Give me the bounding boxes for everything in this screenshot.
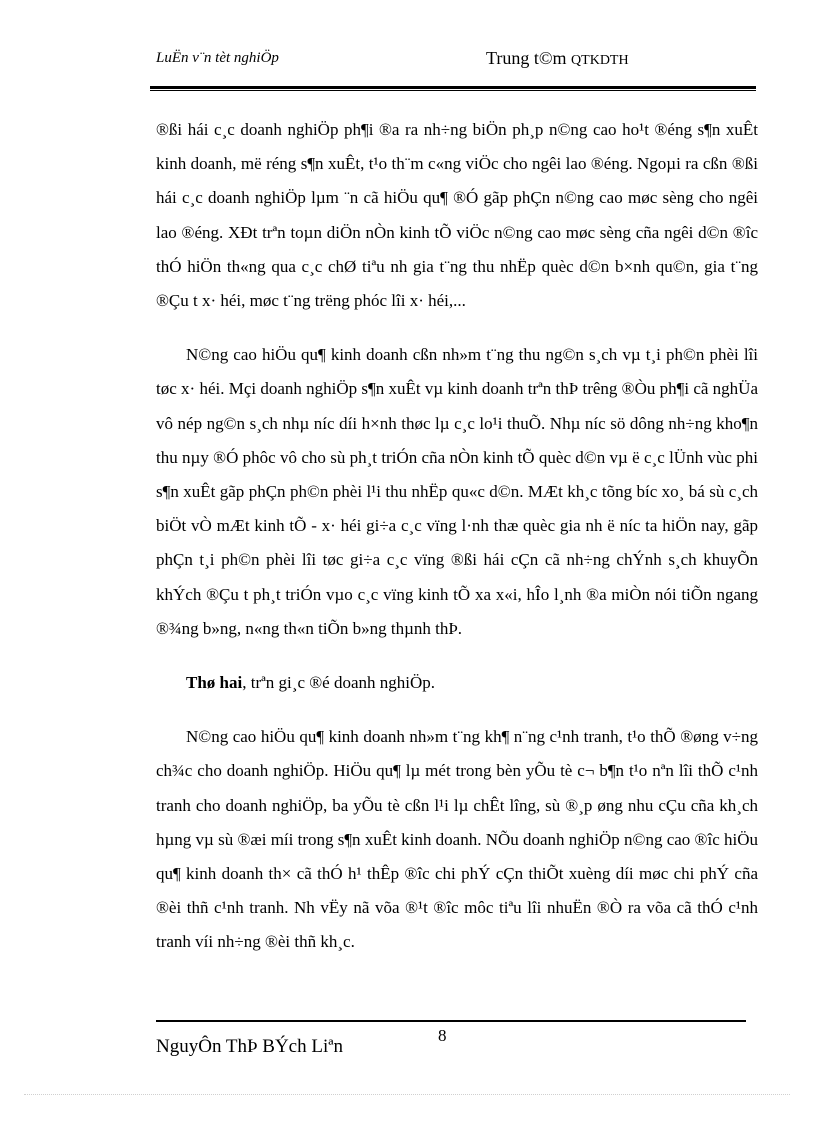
footer-author: NguyÔn ThÞ BÝch Liªn [156,1036,343,1057]
body-paragraph-3: N©ng cao hiÖu qu¶ kinh doanh nh»m t¨ng kh¶ n¨ng c¹nh tranh, t¹o thÕ ®øng v÷ng ch¾c cho doanh nghiÖp. HiÖu qu¶ lµ mét trong bèn yÕu tè c¬ b¶n t¹o nªn lîi thÕ c¹nh tranh cho doanh nghiÖp, ba yÕu tè cßn l¹i lµ chÊt lîng, sù ®¸p øng nhu cÇu cña kh¸ch hµng vµ sù ®æi míi trong s¶n xuÊt kinh doanh. NÕu doanh nghiÖp n©ng cao ®îc hiÖu qu¶ kinh doanh th× cã thÓ h¹ thÊp ®îc chi phÝ cÇn thiÕt xuèng díi møc chi phÝ cña ®èi thñ c¹nh tranh. Nh vËy nã võa ®¹t ®îc môc tiªu lîi nhuËn ®Ò ra võa cã thÓ c¹nh tranh víi nh÷ng ®èi thñ kh¸c. [156,727,758,952]
page-edge-dotted-line [24,1094,790,1095]
body-paragraph-1: ®ßi hái c¸c doanh nghiÖp ph¶i ®a ra nh÷ng biÖn ph¸p n©ng cao ho¹t ®éng s¶n xuÊt kinh doanh, më réng s¶n xuÊt, t¹o th¨m c«ng viÖc cho ngêi lao ®éng. Ngoµi ra cßn ®ßi hái c¸c doanh nghiÖp lµm ¨n cã hiÖu qu¶ ®Ó gãp phÇn n©ng cao møc sèng cho ngêi lao ®éng. XÐt trªn toµn diÖn nÒn kinh tÕ viÖc n©ng cao møc sèng cña ngêi d©n ®îc thÓ hiÖn th«ng qua c¸c chØ tiªu nh gia t¨ng thu nhËp quèc d©n b×nh qu©n, gia t¨ng ®Çu t x· héi, møc t¨ng trëng phóc lîi x· héi,... [156,120,758,311]
body-paragraph-2: N©ng cao hiÖu qu¶ kinh doanh cßn nh»m t¨ng thu ng©n s¸ch vµ t¸i ph©n phèi lîi tøc x· héi. Mçi doanh nghiÖp s¶n xuÊt vµ kinh doanh trªn thÞ trêng ®Òu ph¶i cã nghÜa vô nép ng©n s¸ch nhµ níc díi h×nh thøc lµ c¸c lo¹i thuÕ. Nhµ níc sö dông nh÷ng kho¶n thu nµy ®Ó phôc vô cho sù ph¸t triÓn cña nÒn kinh tÕ quèc d©n vµ ë c¸c lÜnh vùc phi s¶n xuÊt gãp phÇn ph©n phèi l¹i thu nhËp qu«c d©n. MÆt kh¸c tõng bíc xo¸ bá sù c¸ch biÖt vÒ mÆt kinh tÕ - x· héi gi÷a c¸c vïng l·nh thæ quèc gia nh ë níc ta hiÖn nay, gãp phÇn t¸i ph©n phèi lîi tøc gi÷a c¸c vïng ®ßi hái cÇn cã nh÷ng chÝnh s¸ch khuyÕn khÝch ®Çu t ph¸t triÓn vµo c¸c vïng kinh tÕ xa x«i, hÎo l¸nh ®a miÒn nói tiÕn ngang ®¾ng b»ng, n«ng th«n tiÕn b»ng thµnh thÞ. [156,345,758,638]
header-center-code: QTKDTH [571,53,629,68]
header-double-rule [150,86,756,91]
section-heading [156,666,758,700]
section-heading-label: Thø hai [186,673,243,693]
page-body [156,113,758,980]
header-thesis-label: LuËn v¨n tèt nghiÖp [156,50,279,66]
header-center-main: Trung t©m [486,48,567,68]
page-header [156,48,756,72]
page-number: 8 [438,1026,447,1045]
section-heading-text: , trªn gi¸c ®é doanh nghiÖp. [242,673,435,693]
footer-rule [156,1020,746,1022]
header-center-label [486,48,629,69]
